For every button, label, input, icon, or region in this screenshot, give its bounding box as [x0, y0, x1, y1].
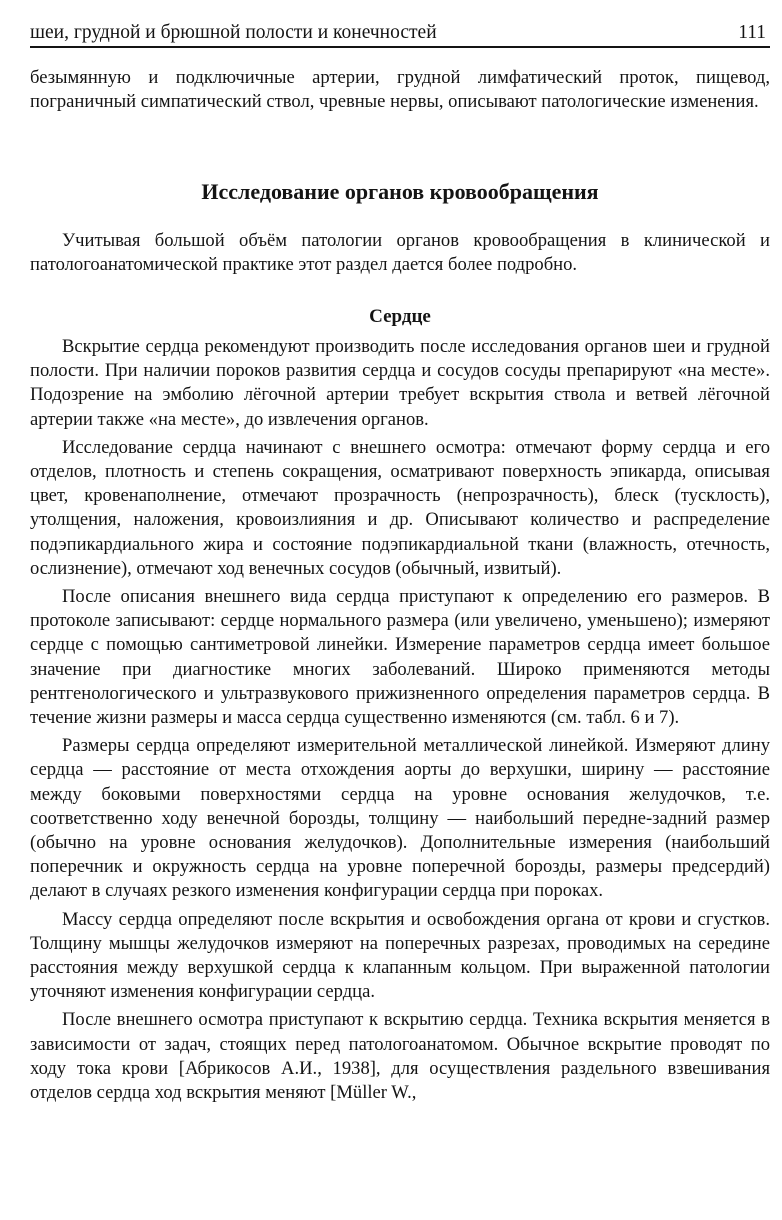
subsection-title: Сердце	[369, 306, 431, 327]
paragraph: Размеры сердца определяют измерительной металлической линейкой. Измеряют длину сердца — расстояние от места отхождения аорты до верхушки, ширину — расстояние между боковыми поверхностями сердца на уровне основания желудочков, т.е. соответственно ходу венечной борозды, толщину — наибольший передне-задний размер (обычно на уровне основания желудочков). Дополнительные измерения (наибольший поперечник и окружность сердца на уровне поперечной борозды, размеры предсердий) делают в случаях резкого изменения конфигурации сердца при пороках.	[30, 735, 770, 902]
running-head	[30, 20, 770, 48]
running-head-title: шеи, грудной и брюшной полости и конечностей	[30, 22, 437, 43]
section-title: Исследование органов кровообращения	[201, 179, 599, 204]
paragraph: Вскрытие сердца рекомендуют производить после исследования органов шеи и грудной полости. При наличии пороков развития сердца и сосудов сосуды препарируют «на месте». Подозрение на эмболию лёгочной артерии требует вскрытия ствола и ветвей лёгочной артерии также «на месте», до извлечения органов.	[30, 336, 770, 430]
paragraph: Исследование сердца начинают с внешнего осмотра: отмечают форму сердца и его отделов, плотность и степень сокращения, осматривают поверхность эпикарда, описывая цвет, кровенаполнение, отмечают прозрачность (непрозрачность), блеск (тусклость), утолщения, наложения, кровоизлияния и др. Описывают количество и распределение подэпикардиального жира и состояние подэпикардиальной ткани (влажность, отечность, ослизнение), отмечают ход венечных сосудов (обычный, извитый).	[30, 436, 770, 579]
lead-paragraph: Учитывая большой объём патологии органов кровообращения в клинической и патологоанатомической практике этот раздел дается более подробно.	[30, 230, 770, 276]
section-lead	[30, 229, 770, 277]
subsection-body	[30, 335, 770, 1109]
paragraph: Массу сердца определяют после вскрытия и освобождения органа от крови и сгустков. Толщину мышцы желудочков измеряют на поперечных разрезах, проводимых на середине расстояния между верхушкой сердца к клапанным кольцом. При выраженной патологии уточняют изменения конфигурации сердца.	[30, 908, 770, 1003]
intro-paragraph: безымянную и подключичные артерии, грудной лимфатический проток, пищевод, пограничный симпатический ствол, чревные нервы, описывают патологические изменения.	[30, 67, 770, 113]
paragraph: После описания внешнего вида сердца приступают к определению его размеров. В протоколе записывают: сердце нормального размера (или увеличено, уменьшено); измеряют сердце с помощью сантиметровой линейки. Измерение параметров сердца имеет большое значение при диагностике многих заболеваний. Широко применяются методы рентгенологического и ультразвукового прижизненного определения параметров сердца. В течение жизни размеры и масса сердца существенно изменяются (см. табл. 6 и 7).	[30, 586, 770, 729]
page-number: 111	[738, 22, 766, 43]
paragraph: После внешнего осмотра приступают к вскрытию сердца. Техника вскрытия меняется в зависимости от задач, стоящих перед патологоанатомом. Обычное вскрытие проводят по ходу тока крови [Абрикосов А.И., 1938], для осуществления раздельного взвешивания отделов сердца ход вскрытия меняют [Müller W.,	[30, 1009, 770, 1104]
intro-text	[30, 66, 770, 114]
